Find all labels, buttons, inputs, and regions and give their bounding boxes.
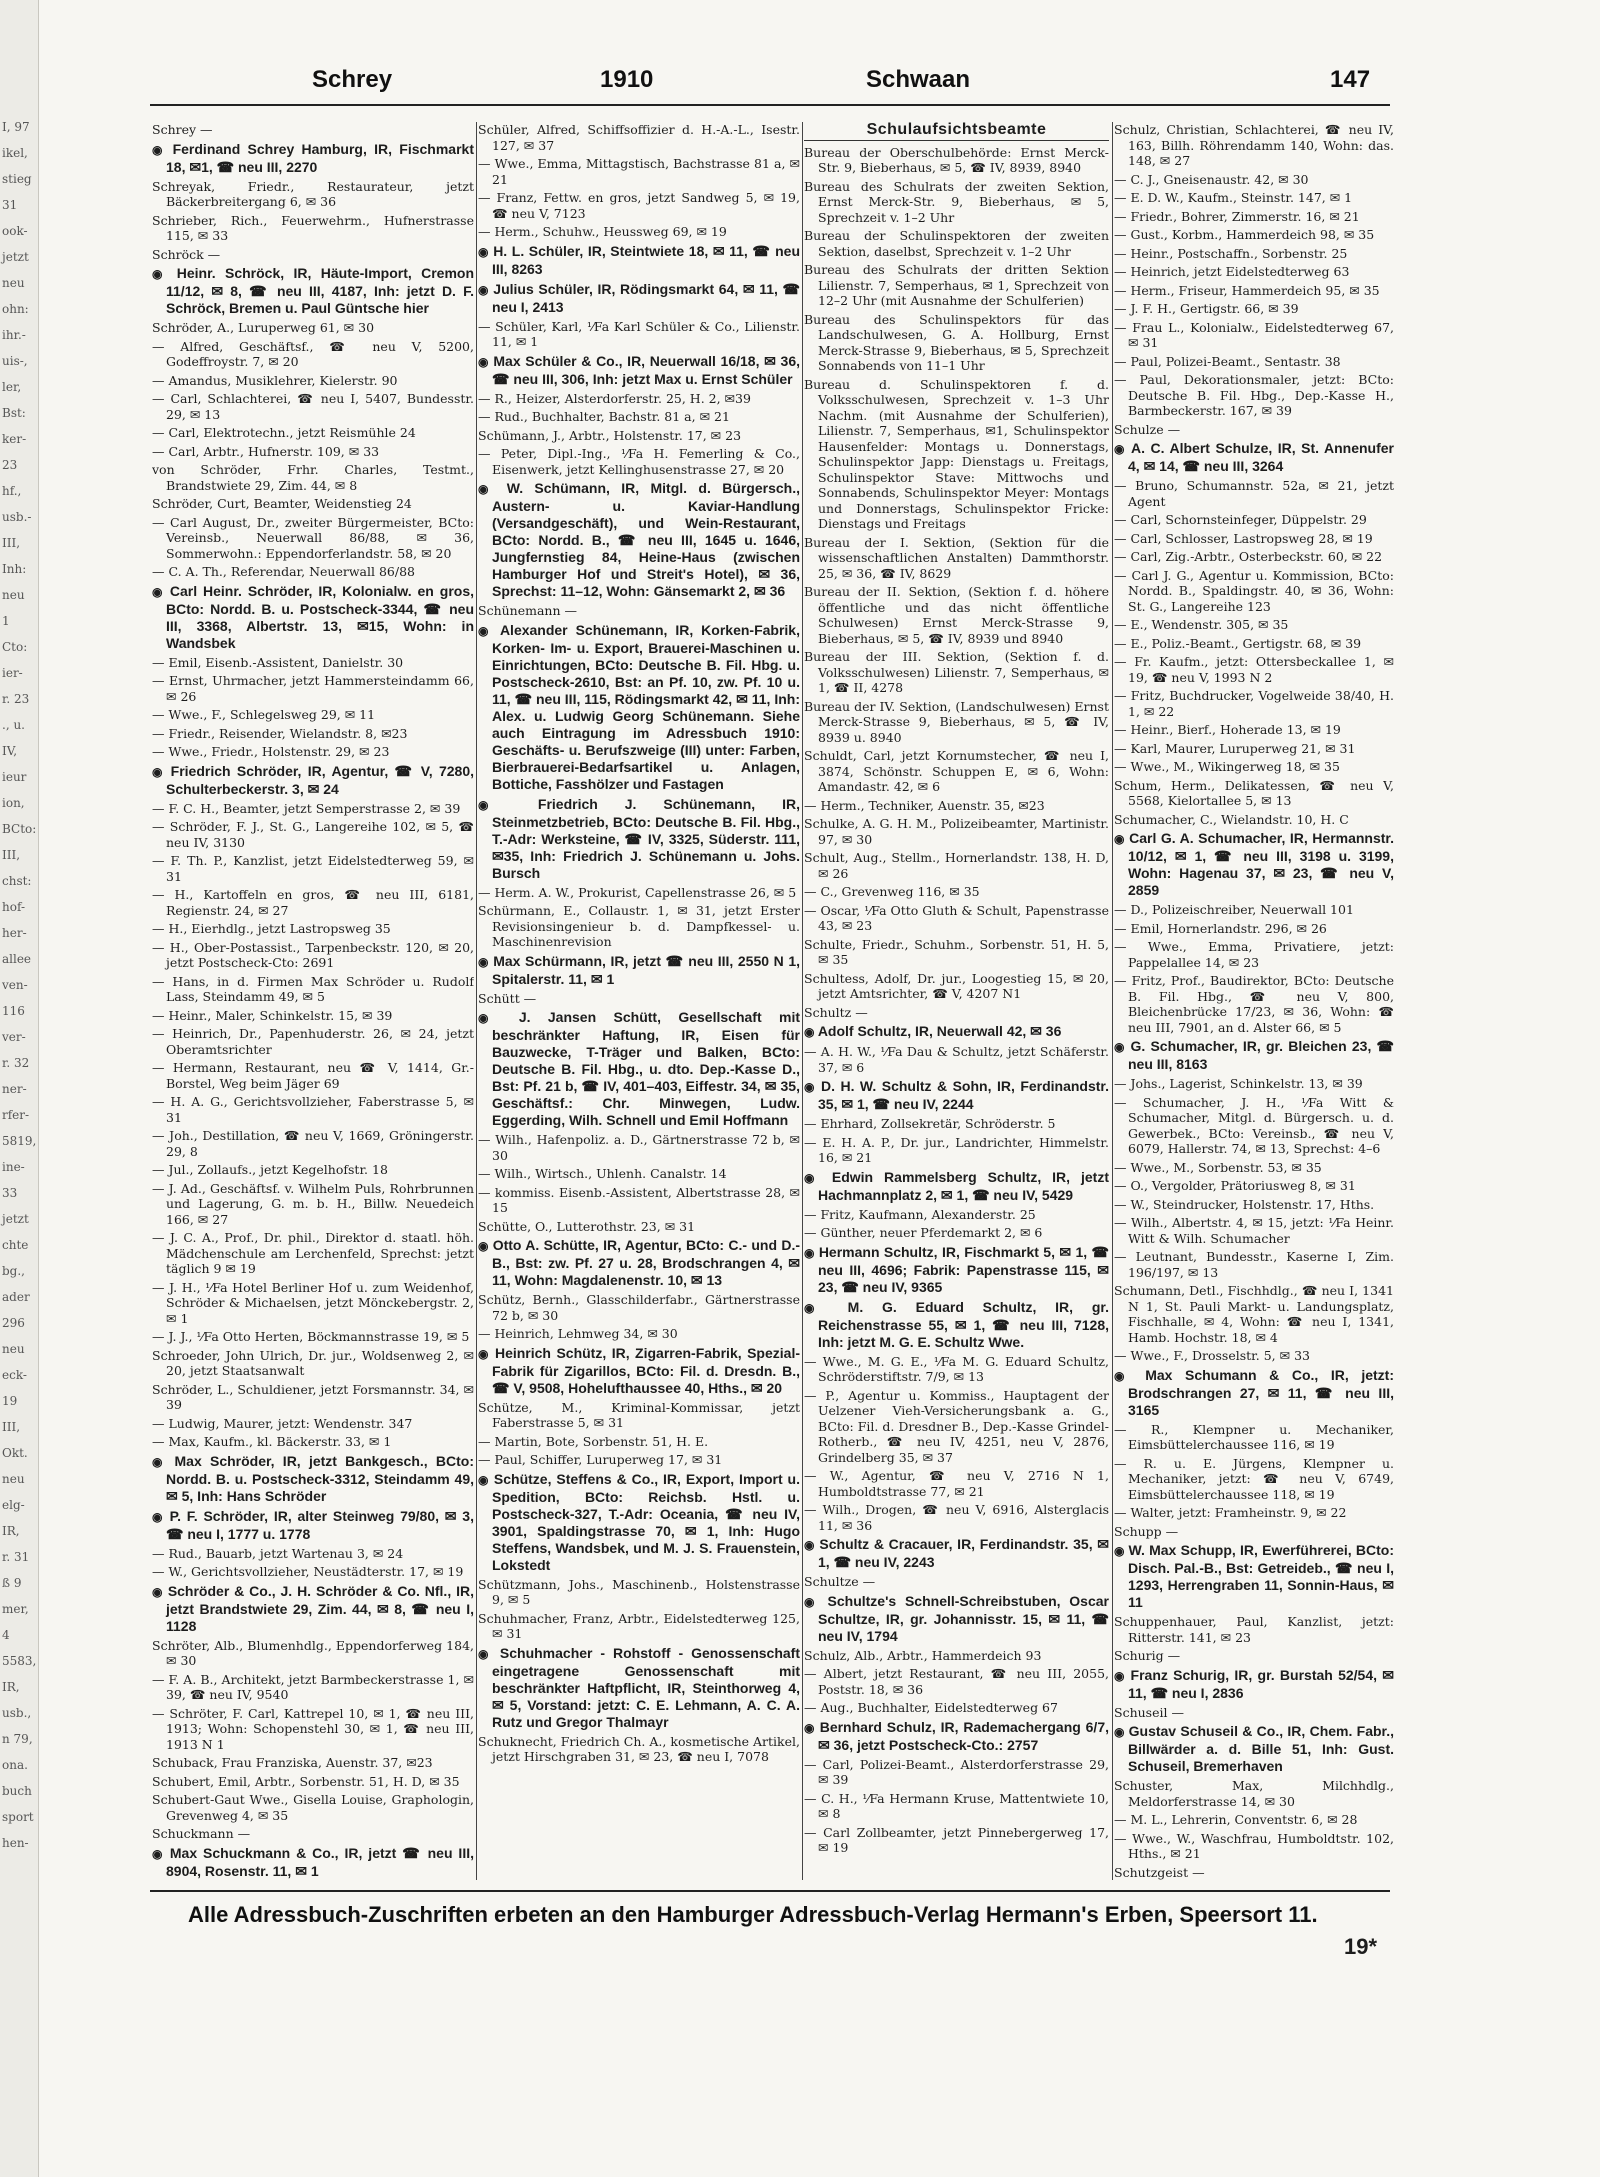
- directory-entry: Schulke, A. G. H. M., Polizeibeamter, Martinistr. 97, ✉ 30: [804, 816, 1109, 847]
- directory-entry: — Aug., Buchhalter, Eidelstedterweg 67: [804, 1700, 1058, 1715]
- margin-fragment: eck-: [2, 1368, 27, 1382]
- directory-entry: — Ernst, Uhrmacher, jetzt Hammersteindamm 66, ✉ 26: [152, 673, 474, 704]
- margin-fragment: hf.,: [2, 484, 22, 498]
- firm-entry: ◉ Alexander Schünemann, IR, Korken-Fabrik, Korken- Im- u. Export, Brauerei-Maschinen u. Einrichtungen, BCto: Deutsche B. Fil. Hbg. u. Postscheck-2610, Bst: an Pf. 10, zw. Pf. 10 u. 11, ☎ neu III, 115, Rödingsmarkt 42, ✉ 11, Inh: Alex. u. Ludwig Georg Schünemann. Siehe auch Eintragung im Adressbuch 1910: Geschäfts- u. Berufszweige (III) unter: Farben, Bierbrauerei-Bedarfsartikel u. Anlagen, Bottiche, Fasshölzer und Fastagen: [478, 622, 800, 793]
- previous-page-margin: [0, 0, 39, 2177]
- margin-fragment: 19: [2, 1394, 18, 1408]
- signature-mark: 19*: [1344, 1934, 1378, 1959]
- surname-group-heading: Schütt —: [478, 990, 537, 1006]
- header-year: 1910: [600, 66, 654, 93]
- directory-entry: — Carl Zollbeamter, jetzt Pinnebergerweg 17, ✉ 19: [804, 1824, 1109, 1855]
- directory-entry: Schuback, Frau Franziska, Auenstr. 37, ✉23: [152, 1755, 433, 1770]
- firm-entry: ◉ Otto A. Schütte, IR, Agentur, BCto: C.- und D.-B., Bst: zw. Pf. 27 u. 28, Brodschrangen 4, ✉ 11, Wohn: Magdalenenstr. 10, ✉ 13: [478, 1237, 800, 1289]
- directory-entry: — E., Poliz.-Beamt., Gertigstr. 68, ✉ 39: [1114, 635, 1362, 651]
- firm-entry: ◉ Carl G. A. Schumacher, IR, Hermannstr. 10/12, ✉ 1, ☎ neu III, 3198 u. 3199, Wohn: Hagenau 37, ✉ 23, ☎ neu V, 2859: [1114, 830, 1394, 899]
- margin-fragment: ier-: [2, 666, 23, 680]
- margin-fragment: ven-: [2, 978, 28, 992]
- directory-entry: — Wilh., Drogen, ☎ neu V, 6916, Alsterglacis 11, ✉ 36: [804, 1502, 1109, 1533]
- directory-entry: — C. J., Gneisenaustr. 42, ✉ 30: [1114, 171, 1309, 187]
- margin-fragment: r. 23: [2, 692, 30, 706]
- firm-entry: ◉ Schultze's Schnell-Schreibstuben, Oscar Schultze, IR, gr. Johannisstr. 15, ✉ 11, ☎ neu IV, 1794: [804, 1593, 1109, 1645]
- directory-entry: — Schröder, F. J., St. G., Langereihe 102, ✉ 5, ☎ neu IV, 3130: [152, 819, 474, 850]
- section-heading: Schulaufsichtsbeamte: [804, 122, 1109, 141]
- margin-fragment: allee: [2, 952, 32, 966]
- directory-entry: — Carl, Elektrotechn., jetzt Reismühle 24: [152, 425, 416, 440]
- directory-entry: — Wwe., Emma, Mittagstisch, Bachstrasse 81 a, ✉ 21: [478, 156, 800, 187]
- firm-entry: ◉ Carl Heinr. Schröder, IR, Kolonialw. en gros, BCto: Nordd. B. u. Postscheck-3344, ☎ neu III, 3368, Albertstr. 13, ✉15, Wohn: in Wandsbek: [152, 583, 474, 652]
- margin-fragment: stieg: [2, 172, 32, 186]
- margin-fragment: ine-: [2, 1160, 25, 1174]
- page-number: 147: [1330, 66, 1371, 93]
- directory-entry: — W., Steindrucker, Holstenstr. 17, Hths.: [1114, 1196, 1375, 1212]
- directory-entry: — Johs., Lagerist, Schinkelstr. 13, ✉ 39: [1114, 1076, 1363, 1091]
- directory-entry: — Bruno, Schumannstr. 52a, ✉ 21, jetzt Agent: [1114, 478, 1394, 509]
- directory-entry: — O., Vergolder, Prätoriusweg 8, ✉ 31: [1114, 1178, 1356, 1193]
- directory-entry: — Wwe., W., Waschfrau, Humboldtstr. 102, Hths., ✉ 21: [1114, 1830, 1394, 1861]
- directory-entry: — Wwe., M., Wikingerweg 18, ✉ 35: [1114, 759, 1340, 774]
- directory-entry: — Gust., Korbm., Hammerdeich 98, ✉ 35: [1114, 227, 1375, 242]
- directory-entry: — F. A. B., Architekt, jetzt Barmbeckerstrasse 1, ✉ 39, ☎ neu IV, 9540: [152, 1671, 474, 1702]
- directory-entry: — Herm., Friseur, Hammerdeich 95, ✉ 35: [1114, 282, 1380, 298]
- header-rule: [150, 104, 1390, 106]
- directory-entry: Schulz, Alb., Arbtr., Hammerdeich 93: [804, 1647, 1042, 1663]
- firm-entry: ◉ H. L. Schüler, IR, Steintwiete 18, ✉ 11, ☎ neu III, 8263: [478, 243, 800, 278]
- margin-fragment: rfer-: [2, 1108, 30, 1122]
- directory-entry: — D., Polizeischreiber, Neuerwall 101: [1114, 902, 1354, 917]
- margin-fragment: jetzt: [2, 250, 29, 264]
- directory-entry: — Heinr., Maler, Schinkelstr. 15, ✉ 39: [152, 1007, 393, 1023]
- directory-entry: — Ehrhard, Zollsekretär, Schröderstr. 5: [804, 1116, 1056, 1131]
- directory-entry: Schütz, Bernh., Glasschilderfabr., Gärtnerstrasse 72 b, ✉ 30: [478, 1292, 800, 1323]
- directory-entry: Bureau der IV. Sektion, (Landschulwesen) Ernst Merck-Strasse 9, Bieberhaus, ✉ 5, ☎ IV, 8939 u. 8940: [804, 698, 1109, 745]
- page-header: [150, 66, 1390, 100]
- firm-entry: ◉ J. Jansen Schütt, Gesellschaft mit beschränkter Haftung, IR, Eisen für Bauzwecke, T-Träger und Balken, BCto: Deutsche B. Fil. Hbg., u. dto. Dep.-Kasse D., Bst: Pf. 21 b, ☎ IV, 401–403, Eiffestr. 34, ✉ 35, Geschäftsf.: Chr. Minwegen, Ludw. Eggerding, Wilh. Schnell und Emil Hoffmann: [478, 1009, 800, 1129]
- surname-group-heading: Schrey —: [152, 122, 213, 137]
- directory-entry: — Wilh., Wirtsch., Uhlenh. Canalstr. 14: [478, 1166, 727, 1181]
- directory-entry: — Hermann, Restaurant, neu ☎ V, 1414, Gr.-Borstel, Weg beim Jäger 69: [152, 1060, 474, 1091]
- margin-fragment: III,: [2, 1420, 21, 1434]
- margin-fragment: 116: [2, 1004, 25, 1018]
- column-1: [152, 122, 474, 1880]
- column-4: [1114, 122, 1394, 1880]
- directory-entry: Schubert-Gaut Wwe., Gisella Louise, Graphologin, Grevenweg 4, ✉ 35: [152, 1792, 474, 1823]
- directory-entry: — Heinrich, Dr., Papenhuderstr. 26, ✉ 24, jetzt Oberamtsrichter: [152, 1026, 474, 1057]
- directory-entry: — M. L., Lehrerin, Conventstr. 6, ✉ 28: [1114, 1812, 1358, 1827]
- margin-fragment: ner-: [2, 1082, 27, 1096]
- directory-entry: Schult, Aug., Stellm., Hornerlandstr. 138, H. D, ✉ 26: [804, 850, 1109, 881]
- directory-entry: — Heinr., Postschaffn., Sorbenstr. 25: [1114, 245, 1348, 261]
- directory-entry: — Carl, Schornsteinfeger, Düppelstr. 29: [1114, 512, 1367, 527]
- firm-entry: ◉ Schütze, Steffens & Co., IR, Export, Import u. Spedition, BCto: Reichsb. Hstl. u. Postscheck-327, T.-Adr: Oceania, ☎ neu IV, 3901, Spaldingstrasse 70, ✉ 1, Inh: Hugo Steffens, Wandsbek, und M. J. S. Frauenstein, Lokstedt: [478, 1471, 800, 1574]
- header-left-keyword: Schrey: [312, 66, 393, 93]
- directory-entry: — Rud., Buchhalter, Bachstr. 81 a, ✉ 21: [478, 409, 730, 424]
- directory-entry: — Alfred, Geschäftsf., ☎ neu V, 5200, Godeffroystr. 7, ✉ 20: [152, 338, 474, 369]
- directory-entry: — R., Heizer, Alsterdorferstr. 25, H. 2, ✉39: [478, 390, 751, 406]
- directory-entry: — Karl, Maurer, Luruperweg 21, ✉ 31: [1114, 740, 1356, 756]
- directory-entry: Bureau des Schulinspektors für das Landschulwesen, G. A. Hollburg, Ernst Merck-Strasse 9, Bieberhaus, ✉ 5, Sprechzeit Sonnabends von 11–1 Uhr: [804, 311, 1109, 373]
- firm-entry: ◉ G. Schumacher, IR, gr. Bleichen 23, ☎ neu III, 8163: [1114, 1038, 1394, 1073]
- directory-entry: — Wwe., M. G. E., ⅟Fa M. G. Eduard Schultz, Schröderstiftstr. 7/9, ✉ 13: [804, 1353, 1109, 1384]
- directory-entry: — C., Grevenweg 116, ✉ 35: [804, 884, 980, 899]
- margin-fragment: ion,: [2, 796, 25, 810]
- margin-fragment: 5819,: [2, 1134, 37, 1148]
- directory-entry: Schuhmacher, Franz, Arbtr., Eidelstedterweg 125, ✉ 31: [478, 1610, 800, 1641]
- directory-entry: Schreyak, Friedr., Restaurateur, jetzt Bäckerbreitergang 6, ✉ 36: [152, 178, 474, 209]
- margin-fragment: Bst:: [2, 406, 26, 420]
- surname-group-heading: Schuckmann —: [152, 1826, 251, 1841]
- surname-group-heading: Schupp —: [1114, 1523, 1179, 1539]
- directory-entry: — Leutnant, Bundesstr., Kaserne I, Zim. 196/197, ✉ 13: [1114, 1249, 1394, 1280]
- directory-entry: Bureau des Schulrats der dritten Sektion Lilienstr. 7, Semperhaus, ✉ 1, Sprechzeit von 12–2 Uhr (mit Ausnahme der Schulferien): [804, 262, 1109, 308]
- directory-entry: Schuldt, Carl, jetzt Kornumstecher, ☎ neu I, 3874, Schönstr. Schuppen E, ✉ 6, Wohn: Amandastr. 42, ✉ 6: [804, 748, 1109, 794]
- firm-entry: ◉ Gustav Schuseil & Co., IR, Chem. Fabr., Billwärder a. d. Bille 51, Inh: Gust. Schuseil, Bremerhaven: [1114, 1723, 1394, 1775]
- margin-fragment: chte: [2, 1238, 29, 1252]
- directory-entry: Schulz, Christian, Schlachterei, ☎ neu IV, 163, Billh. Röhrendamm 140, Wohn: das. 148, ✉ 27: [1114, 122, 1394, 168]
- directory-entry: Schümann, J., Arbtr., Holstenstr. 17, ✉ 23: [478, 427, 742, 443]
- directory-entry: — Fritz, Prof., Baudirektor, BCto: Deutsche B. Fil. Hbg., ☎ neu V, 800, Bleichenbrücke 17/23, ✉ 36, Wohn: ☎ neu III, 7901, an d. Alster 66, ✉ 5: [1114, 973, 1394, 1035]
- firm-entry: ◉ Max Schumann & Co., IR, jetzt: Brodschrangen 27, ✉ 11, ☎ neu III, 3165: [1114, 1367, 1394, 1419]
- directory-entry: — Hans, in d. Firmen Max Schröder u. Rudolf Lass, Steindamm 49, ✉ 5: [152, 973, 474, 1004]
- margin-fragment: uis-,: [2, 354, 28, 368]
- margin-fragment: bg.,: [2, 1264, 25, 1278]
- column-rule: [1112, 122, 1113, 1880]
- firm-entry: ◉ P. F. Schröder, IR, alter Steinweg 79/80, ✉ 3, ☎ neu I, 1777 u. 1778: [152, 1508, 474, 1543]
- firm-entry: ◉ Ferdinand Schrey Hamburg, IR, Fischmarkt 18, ✉1, ☎ neu III, 2270: [152, 141, 474, 176]
- margin-fragment: hof-: [2, 900, 26, 914]
- directory-entry: Bureau der I. Sektion, (Sektion für die wissenschaftlichen Anstalten) Dammthorstr. 25, ✉ 36, ☎ IV, 8629: [804, 534, 1109, 581]
- directory-entry: — Joh., Destillation, ☎ neu V, 1669, Gröningerstr. 29, 8: [152, 1128, 474, 1159]
- column-rule: [802, 122, 803, 1880]
- margin-fragment: 33: [2, 1186, 18, 1200]
- firm-entry: ◉ Max Schürmann, IR, jetzt ☎ neu III, 2550 N 1, Spitalerstr. 11, ✉ 1: [478, 953, 800, 988]
- directory-entry: — Heinrich, Lehmweg 34, ✉ 30: [478, 1326, 678, 1341]
- directory-entry: — Wwe., M., Sorbenstr. 53, ✉ 35: [1114, 1159, 1322, 1175]
- margin-fragment: IR,: [2, 1680, 20, 1694]
- directory-entry: — Carl, Schlachterei, ☎ neu I, 5407, Bundesstr. 29, ✉ 13: [152, 391, 474, 422]
- directory-entry: — Albert, jetzt Restaurant, ☎ neu III, 2055, Poststr. 18, ✉ 36: [804, 1666, 1109, 1697]
- directory-entry: — F. Th. P., Kanzlist, jetzt Eidelstedterweg 59, ✉ 31: [152, 853, 474, 884]
- directory-entry: — Carl, Zig.-Arbtr., Osterbeckstr. 60, ✉ 22: [1114, 549, 1383, 564]
- firm-entry: ◉ D. H. W. Schultz & Sohn, IR, Ferdinandstr. 35, ✉ 1, ☎ neu IV, 2244: [804, 1078, 1109, 1113]
- directory-entry: — Paul, Dekorationsmaler, jetzt: BCto: Deutsche B. Fil. Hbg., Dep.-Kasse H., Barmbeckerstr. 167, ✉ 39: [1114, 372, 1394, 418]
- firm-entry: ◉ Schuhmacher - Rohstoff - Genossenschaft eingetragene Genossenschaft mit beschränkter Haftpflicht, IR, Steinthorweg 4, ✉ 5, Vorstand: jetzt: C. E. Lehmann, A. C. A. Rutz und Gregor Thalmayr: [478, 1645, 800, 1731]
- directory-entry: — R. u. E. Jürgens, Klempner u. Mechaniker, jetzt: ☎ neu V, 6749, Eimsbüttelerchaussee 118, ✉ 19: [1114, 1455, 1394, 1502]
- margin-fragment: ihr.-: [2, 328, 26, 342]
- directory-entry: — Fritz, Buchdrucker, Vogelweide 38/40, H. 1, ✉ 22: [1114, 688, 1394, 719]
- directory-entry: — Schumacher, J. H., ⅟Fa Witt & Schumacher, Mitgl. d. Bürgersch. u. d. Gewerbek., BCto: Vereinsb., ☎ neu V, 6079, Hallerstr. 74, ✉ 13, Sprechst: 4–6: [1114, 1094, 1394, 1156]
- directory-entry: Schubert, Emil, Arbtr., Sorbenstr. 51, H. D, ✉ 35: [152, 1773, 460, 1789]
- directory-entry: — Martin, Bote, Sorbenstr. 51, H. E.: [478, 1433, 709, 1449]
- margin-fragment: neu: [2, 588, 25, 602]
- margin-fragment: jetzt: [2, 1212, 29, 1226]
- directory-entry: — Schüler, Karl, ⅟Fa Karl Schüler & Co., Lilienstr. 11, ✉ 1: [478, 318, 800, 349]
- directory-entry: — Wwe., F., Schlegelsweg 29, ✉ 11: [152, 707, 376, 722]
- directory-entry: — Wwe., F., Drosselstr. 5, ✉ 33: [1114, 1348, 1310, 1363]
- surname-group-heading: Schurig —: [1114, 1648, 1181, 1663]
- surname-group-heading: Schuseil —: [1114, 1704, 1184, 1720]
- directory-entry: Schüler, Alfred, Schiffsoffizier d. H.-A.-L., Isestr. 127, ✉ 37: [478, 122, 800, 153]
- margin-fragment: sport: [2, 1810, 34, 1824]
- directory-entry: — Wilh., Hafenpoliz. a. D., Gärtnerstrasse 72 b, ✉ 30: [478, 1132, 800, 1163]
- column-2: [478, 122, 800, 1880]
- directory-entry: — Carl J. G., Agentur u. Kommission, BCto: Nordd. B., Spaldingstr. 40, ✉ 36, Wohn: St. G., Langereihe 123: [1114, 567, 1394, 614]
- margin-fragment: 1: [2, 614, 10, 628]
- directory-entry: — Günther, neuer Pferdemarkt 2, ✉ 6: [804, 1225, 1043, 1240]
- margin-fragment: her-: [2, 926, 27, 940]
- margin-fragment: neu: [2, 1342, 25, 1356]
- directory-entry: Bureau der III. Sektion, (Sektion f. d. Volksschulwesen) Lilienstr. 7, Semperhaus, ✉ 1, ☎ II, 4278: [804, 649, 1109, 695]
- margin-fragment: ., u.: [2, 718, 25, 732]
- firm-entry: ◉ Edwin Rammelsberg Schultz, IR, jetzt Hachmannplatz 2, ✉ 1, ☎ neu IV, 5429: [804, 1169, 1109, 1204]
- firm-entry: ◉ Hermann Schultz, IR, Fischmarkt 5, ✉ 1, ☎ neu III, 4696; Fabrik: Papenstrasse 115, ✉ 23, ☎ neu IV, 9365: [804, 1244, 1109, 1296]
- directory-entry: — Wwe., Emma, Privatiere, jetzt: Pappelallee 14, ✉ 23: [1114, 939, 1394, 970]
- directory-entry: Schumann, Detl., Fischhdlg., ☎ neu I, 1341 N 1, St. Pauli Markt- u. Landungsplatz, Fischhalle, ✉ 4, Wohn: ☎ neu I, 1341, Hamb. Hochstr. 18, ✉ 4: [1114, 1283, 1394, 1345]
- directory-entry: — Heinr., Bierf., Hoherade 13, ✉ 19: [1114, 722, 1341, 737]
- footer-rule: [150, 1890, 1390, 1892]
- firm-entry: ◉ Franz Schurig, IR, gr. Burstah 52/54, ✉ 11, ☎ neu I, 2836: [1114, 1667, 1394, 1702]
- directory-entry: Bureau des Schulrats der zweiten Sektion, Ernst Merck-Str. 9, Bieberhaus, ✉ 5, Sprechzeit v. 1–2 Uhr: [804, 178, 1109, 225]
- firm-entry: ◉ W. Schümann, IR, Mitgl. d. Bürgersch., Austern- u. Kaviar-Handlung (Versandgeschäft), und Wein-Restaurant, BCto: Nordd. B., ☎ neu III, 1645 u. 1646, Jungfernstieg 84, Heine-Haus (zwischen Hamburger Hof und Streit's Hotel), ✉ 36, Sprechst: 11–12, Wohn: Gänsemarkt 2, ✉ 36: [478, 480, 800, 600]
- directory-entry: — Oscar, ⅟Fa Otto Gluth & Schult, Papenstrasse 43, ✉ 23: [804, 902, 1109, 933]
- directory-entry: — J. F. H., Gertigstr. 66, ✉ 39: [1114, 301, 1299, 316]
- surname-group-heading: Schutzgeist —: [1114, 1864, 1205, 1880]
- directory-entry: Schütze, M., Kriminal-Kommissar, jetzt Faberstrasse 5, ✉ 31: [478, 1399, 800, 1430]
- directory-entry: — Franz, Fettw. en gros, jetzt Sandweg 5, ✉ 19, ☎ neu V, 7123: [478, 190, 800, 221]
- margin-fragment: Inh:: [2, 562, 27, 576]
- margin-fragment: ohn:: [2, 302, 29, 316]
- directory-entry: — W., Agentur, ☎ neu V, 2716 N 1, Humboldtstrasse 77, ✉ 21: [804, 1468, 1109, 1499]
- directory-entry: — J. J., ⅟Fa Otto Herten, Böckmannstrasse 19, ✉ 5: [152, 1329, 470, 1344]
- directory-entry: Schütte, O., Lutterothstr. 23, ✉ 31: [478, 1218, 696, 1234]
- margin-fragment: ook-: [2, 224, 28, 238]
- directory-entry: — Emil, Eisenb.-Assistent, Danielstr. 30: [152, 654, 404, 670]
- margin-fragment: 5583,: [2, 1654, 37, 1668]
- firm-entry: ◉ A. C. Albert Schulze, IR, St. Annenufer 4, ✉ 14, ☎ neu III, 3264: [1114, 440, 1394, 475]
- directory-entry: — J. Ad., Geschäftsf. v. Wilhelm Puls, Rohrbrunnen und Lagerung, G. m. b. H., Billw. Neuedeich 166, ✉ 27: [152, 1180, 474, 1227]
- directory-entry: — Carl, Polizei-Beamt., Alsterdorferstrasse 29, ✉ 39: [804, 1756, 1109, 1787]
- firm-entry: ◉ Schröder & Co., J. H. Schröder & Co. Nfl., IR, jetzt Brandstwiete 29, Zim. 44, ✉ 8, ☎ neu I, 1128: [152, 1583, 474, 1635]
- margin-fragment: III,: [2, 848, 21, 862]
- margin-fragment: usb.-: [2, 510, 32, 524]
- margin-fragment: Okt.: [2, 1446, 28, 1460]
- directory-entry: Schultess, Adolf, Dr. jur., Loogestieg 15, ✉ 20, jetzt Amtsrichter, ☎ V, 4207 N1: [804, 970, 1109, 1001]
- margin-fragment: Cto:: [2, 640, 28, 654]
- firm-entry: ◉ Max Schüler & Co., IR, Neuerwall 16/18, ✉ 36, ☎ neu III, 306, Inh: jetzt Max u. Ernst Schüler: [478, 353, 800, 388]
- margin-fragment: mer,: [2, 1602, 29, 1616]
- directory-entry: — Fr. Kaufm., jetzt: Ottersbeckallee 1, ✉ 19, ☎ neu V, 1993 N 2: [1114, 654, 1394, 685]
- margin-fragment: hen-: [2, 1836, 29, 1850]
- firm-entry: ◉ Friedrich Schröder, IR, Agentur, ☎ V, 7280, Schulterbeckerstr. 3, ✉ 24: [152, 763, 474, 798]
- margin-fragment: I, 97: [2, 120, 30, 134]
- margin-fragment: neu: [2, 276, 25, 290]
- margin-fragment: 23: [2, 458, 18, 472]
- margin-fragment: chst:: [2, 874, 32, 888]
- margin-fragment: III,: [2, 536, 21, 550]
- firm-entry: ◉ M. G. Eduard Schultz, IR, gr. Reichenstrasse 55, ✉ 1, ☎ neu III, 7128, Inh: jetzt M. G. E. Schultz Wwe.: [804, 1299, 1109, 1351]
- directory-entry: — W., Gerichtsvollzieher, Neustädterstr. 17, ✉ 19: [152, 1564, 464, 1579]
- directory-entry: — Amandus, Musiklehrer, Kielerstr. 90: [152, 372, 398, 388]
- directory-entry: — Paul, Polizei-Beamt., Sentastr. 38: [1114, 353, 1341, 369]
- margin-fragment: ikel,: [2, 146, 28, 160]
- directory-entry: — Heinrich, jetzt Eidelstedterweg 63: [1114, 264, 1350, 279]
- directory-entry: — Herm., Techniker, Auenstr. 35, ✉23: [804, 797, 1045, 813]
- margin-fragment: ver-: [2, 1030, 26, 1044]
- surname-group-heading: Schünemann —: [478, 603, 577, 618]
- firm-entry: ◉ Heinrich Schütz, IR, Zigarren-Fabrik, Spezial-Fabrik für Zigarillos, BCto: Fil. d. Dresdn. B., ☎ V, 9508, Hohelufthaussee 40, Hths., ✉ 20: [478, 1345, 800, 1397]
- surname-group-heading: Schröck —: [152, 246, 221, 262]
- directory-entry: — C. A. Th., Referendar, Neuerwall 86/88: [152, 564, 415, 579]
- margin-fragment: ler,: [2, 380, 22, 394]
- firm-entry: ◉ Friedrich J. Schünemann, IR, Steinmetzbetrieb, BCto: Deutsche B. Fil. Hbg., T.-Adr: Werksteine, ☎ IV, 3325, Süderstr. 111, ✉35, Inh: Friedrich J. Schünemann u. Johs. Bursch: [478, 796, 800, 882]
- directory-entry: — E. D. W., Kaufm., Steinstr. 147, ✉ 1: [1114, 190, 1353, 205]
- directory-entry: Bureau der Schulinspektoren der zweiten Sektion, daselbst, Sprechzeit v. 1–2 Uhr: [804, 228, 1109, 259]
- directory-entry: — Ludwig, Maurer, jetzt: Wendenstr. 347: [152, 1415, 413, 1431]
- margin-fragment: IR,: [2, 1524, 20, 1538]
- directory-entry: — Max, Kaufm., kl. Bäckerstr. 33, ✉ 1: [152, 1434, 392, 1449]
- directory-entry: — J. C. A., Prof., Dr. phil., Direktor d. staatl. höh. Mädchenschule am Lerchenfeld, Sprechst: jetzt täglich 9 ✉ 19: [152, 1230, 474, 1276]
- directory-entry: — Carl August, Dr., zweiter Bürgermeister, BCto: Vereinsb., Neuerwall 86/88, ✉ 36, Sommerwohn.: Eppendorferlandstr. 58, ✉ 20: [152, 514, 474, 561]
- margin-fragment: r. 31: [2, 1550, 30, 1564]
- directory-entry: Schuknecht, Friedrich Ch. A., kosmetische Artikel, jetzt Hirschgraben 31, ✉ 23, ☎ neu I, 7078: [478, 1733, 800, 1764]
- margin-fragment: 4: [2, 1628, 10, 1642]
- directory-entry: — H., Ober-Postassist., Tarpenbeckstr. 120, ✉ 20, jetzt Postscheck-Cto: 2691: [152, 939, 474, 970]
- margin-fragment: ker-: [2, 432, 27, 446]
- directory-entry: — Frau L., Kolonialw., Eidelstedterweg 67, ✉ 31: [1114, 319, 1394, 350]
- directory-entry: — Friedr., Bohrer, Zimmerstr. 16, ✉ 21: [1114, 208, 1360, 224]
- directory-entry: — Herm., Schuhw., Heussweg 69, ✉ 19: [478, 224, 727, 239]
- directory-entry: — E., Wendenstr. 305, ✉ 35: [1114, 617, 1289, 632]
- directory-entry: — Schröter, F. Carl, Kattrepel 10, ✉ 1, ☎ neu III, 1913; Wohn: Schopenstehl 30, ✉ 1, ☎ neu III, 1913 N 1: [152, 1705, 474, 1752]
- directory-entry: — H., Eierhdlg., jetzt Lastropsweg 35: [152, 921, 391, 936]
- margin-fragment: usb.,: [2, 1706, 32, 1720]
- directory-entry: — kommiss. Eisenb.-Assistent, Albertstrasse 28, ✉ 15: [478, 1184, 800, 1215]
- directory-entry: — C. H., ⅟Fa Hermann Kruse, Mattentwiete 10, ✉ 8: [804, 1790, 1109, 1821]
- directory-entry: Schuppenhauer, Paul, Kanzlist, jetzt: Ritterstr. 141, ✉ 23: [1114, 1614, 1394, 1645]
- directory-entry: — Fritz, Kaufmann, Alexanderstr. 25: [804, 1206, 1036, 1222]
- directory-entry: — H., Kartoffeln en gros, ☎ neu III, 6181, Regienstr. 24, ✉ 27: [152, 887, 474, 918]
- directory-entry: Bureau der II. Sektion, (Sektion f. d. höhere öffentliche und das nicht öffentliche Schulwesen) Ernst Merck-Strasse 9, Bieberhaus, ✉ 5, ☎ IV, 8939 und 8940: [804, 584, 1109, 646]
- firm-entry: ◉ Max Schröder, IR, jetzt Bankgesch., BCto: Nordd. B. u. Postscheck-3312, Steindamm 49, ✉ 5, Inh: Hans Schröder: [152, 1453, 474, 1505]
- directory-entry: — H. A. G., Gerichtsvollzieher, Faberstrasse 5, ✉ 31: [152, 1094, 474, 1125]
- margin-fragment: 31: [2, 198, 18, 212]
- directory-entry: — Carl, Arbtr., Hufnerstr. 109, ✉ 33: [152, 443, 380, 459]
- directory-entry: Schröder, Curt, Beamter, Weidenstieg 24: [152, 496, 412, 511]
- directory-entry: — Herm. A. W., Prokurist, Capellenstrasse 26, ✉ 5: [478, 884, 797, 900]
- directory-entry: Schum, Herm., Delikatessen, ☎ neu V, 5568, Kielortallee 5, ✉ 13: [1114, 777, 1394, 808]
- directory-entry: — Rud., Bauarb, jetzt Wartenau 3, ✉ 24: [152, 1545, 404, 1561]
- directory-entry: von Schröder, Frhr. Charles, Testmt., Brandstwiete 29, Zim. 44, ✉ 8: [152, 462, 474, 493]
- directory-entry: — E. H. A. P., Dr. jur., Landrichter, Himmelstr. 16, ✉ 21: [804, 1134, 1109, 1165]
- margin-fragment: elg-: [2, 1498, 25, 1512]
- directory-entry: Schürmann, E., Collaustr. 1, ✉ 31, jetzt Erster Revisionsingenieur b. d. Dampfkessel- u. Maschinenrevision: [478, 903, 800, 949]
- margin-fragment: ona.: [2, 1758, 28, 1772]
- firm-entry: ◉ Schultz & Cracauer, IR, Ferdinandstr. 35, ✉ 1, ☎ neu IV, 2243: [804, 1536, 1109, 1571]
- directory-entry: — F. C. H., Beamter, jetzt Semperstrasse 2, ✉ 39: [152, 800, 461, 816]
- column-rule: [476, 122, 477, 1880]
- directory-entry: — Peter, Dipl.-Ing., ⅟Fa H. Femerling & Co., Eisenwerk, jetzt Kellinghusenstrasse 27, ✉ 20: [478, 446, 800, 477]
- directory-entry: — Wilh., Albertstr. 4, ✉ 15, jetzt: ⅟Fa Heinr. Witt & Wilh. Schumacher: [1114, 1215, 1394, 1246]
- firm-entry: ◉ Heinr. Schröck, IR, Häute-Import, Cremon 11/12, ✉ 8, ☎ neu III, 4187, Inh: jetzt D. F. Schröck, Bremen u. Paul Güntsche hier: [152, 265, 474, 317]
- directory-entry: — Friedr., Reisender, Wielandstr. 8, ✉23: [152, 725, 408, 741]
- directory-entry: Schrieber, Rich., Feuerwehrm., Hufnerstrasse 115, ✉ 33: [152, 212, 474, 243]
- surname-group-heading: Schultz —: [804, 1004, 868, 1020]
- firm-entry: ◉ Adolf Schultz, IR, Neuerwall 42, ✉ 36: [804, 1023, 1109, 1041]
- directory-entry: — Jul., Zollaufs., jetzt Kegelhofstr. 18: [152, 1162, 388, 1177]
- directory-entry: Schulte, Friedr., Schuhm., Sorbenstr. 51, H. 5, ✉ 35: [804, 936, 1109, 967]
- directory-entry: — P., Agentur u. Kommiss., Hauptagent der Uelzener Vieh-Versicherungsbank a. G., BCto: Fil. d. Dresdner B., Dep.-Kasse Grindel-Rotherb., ☎ neu IV, 4251, neu V, 2876, Grindelberg 35, ✉ 37: [804, 1387, 1109, 1465]
- margin-fragment: ader: [2, 1290, 30, 1304]
- margin-fragment: ieur: [2, 770, 27, 784]
- margin-fragment: 296: [2, 1316, 25, 1330]
- footer-notice: Alle Adressbuch-Zuschriften erbeten an den Hamburger Adressbuch-Verlag Hermann's Erben, Speersort 11.: [188, 1902, 1318, 1927]
- directory-entry: Bureau der Oberschulbehörde: Ernst Merck-Str. 9, Bieberhaus, ✉ 5, ☎ IV, 8939, 8940: [804, 144, 1109, 175]
- directory-entry: — Paul, Schiffer, Luruperweg 17, ✉ 31: [478, 1452, 723, 1467]
- directory-entry: — Wwe., Friedr., Holstenstr. 29, ✉ 23: [152, 744, 390, 759]
- header-right-keyword: Schwaan: [866, 66, 971, 93]
- surname-group-heading: Schultze —: [804, 1574, 876, 1589]
- directory-entry: — A. H. W., ⅟Fa Dau & Schultz, jetzt Schäferstr. 37, ✉ 6: [804, 1044, 1109, 1075]
- directory-entry: Schröder, A., Luruperweg 61, ✉ 30: [152, 320, 375, 335]
- directory-entry: — J. H., ⅟Fa Hotel Berliner Hof u. zum Weidenhof, Schröder & Michaelsen, jetzt Mönckebergstr. 2, ✉ 1: [152, 1279, 474, 1326]
- column-3: [804, 122, 1109, 1880]
- directory-entry: Schröter, Alb., Blumenhdlg., Eppendorferweg 184, ✉ 30: [152, 1637, 474, 1668]
- margin-fragment: IV,: [2, 744, 18, 758]
- firm-entry: ◉ Max Schuckmann & Co., IR, jetzt ☎ neu III, 8904, Rosenstr. 11, ✉ 1: [152, 1845, 474, 1880]
- margin-fragment: n 79,: [2, 1732, 33, 1746]
- directory-entry: — R., Klempner u. Mechaniker, Eimsbüttelerchaussee 116, ✉ 19: [1114, 1421, 1394, 1452]
- firm-entry: ◉ W. Max Schupp, IR, Ewerführerei, BCto: Disch. Pal.-B., Bst: Getreideb., ☎ neu I, 1293, Herrengraben 11, Sonnin-Haus, ✉ 11: [1114, 1542, 1394, 1611]
- margin-fragment: BCto:: [2, 822, 37, 836]
- directory-entry: Schuster, Max, Milchhdlg., Meldorferstrasse 14, ✉ 30: [1114, 1778, 1394, 1809]
- directory-entry: — Emil, Hornerlandstr. 296, ✉ 26: [1114, 920, 1327, 936]
- directory-entry: Schroeder, John Ulrich, Dr. jur., Woldsenweg 2, ✉ 20, jetzt Staatsanwalt: [152, 1347, 474, 1378]
- directory-entry: Schumacher, C., Wielandstr. 10, H. C: [1114, 811, 1349, 827]
- margin-fragment: ß 9: [2, 1576, 22, 1590]
- directory-entry: Bureau d. Schulinspektoren f. d. Volksschulwesen, Sprechzeit v. 1–3 Uhr Nachm. (mit Ausnahme der Schulferien), Lilienstr. 7, Semperhaus, ✉1, Schulinspektor Hausenfelder: Montags u. Donnerstags, Schulinspektor Japp: Dienstags u. Freitags, Schulinspektor Stave: Mittwochs und Sonnabends, Schulinspektor Meyer: Montags und Donnerstags, Schulinspektor Fricke: Dienstags und Freitags: [804, 376, 1109, 531]
- margin-fragment: r. 32: [2, 1056, 30, 1070]
- margin-fragment: neu: [2, 1472, 25, 1486]
- directory-entry: Schützmann, Johs., Maschinenb., Holstenstrasse 9, ✉ 5: [478, 1576, 800, 1607]
- margin-fragment: buch: [2, 1784, 32, 1798]
- directory-entry: — Walter, jetzt: Framheinstr. 9, ✉ 22: [1114, 1505, 1347, 1520]
- directory-entry: — Carl, Schlosser, Lastropsweg 28, ✉ 19: [1114, 530, 1373, 546]
- firm-entry: ◉ Julius Schüler, IR, Rödingsmarkt 64, ✉ 11, ☎ neu I, 2413: [478, 281, 800, 316]
- directory-entry: Schröder, L., Schuldiener, jetzt Forsmannstr. 34, ✉ 39: [152, 1381, 474, 1412]
- surname-group-heading: Schulze —: [1114, 421, 1181, 437]
- firm-entry: ◉ Bernhard Schulz, IR, Rademachergang 6/7, ✉ 36, jetzt Postscheck-Cto.: 2757: [804, 1719, 1109, 1754]
